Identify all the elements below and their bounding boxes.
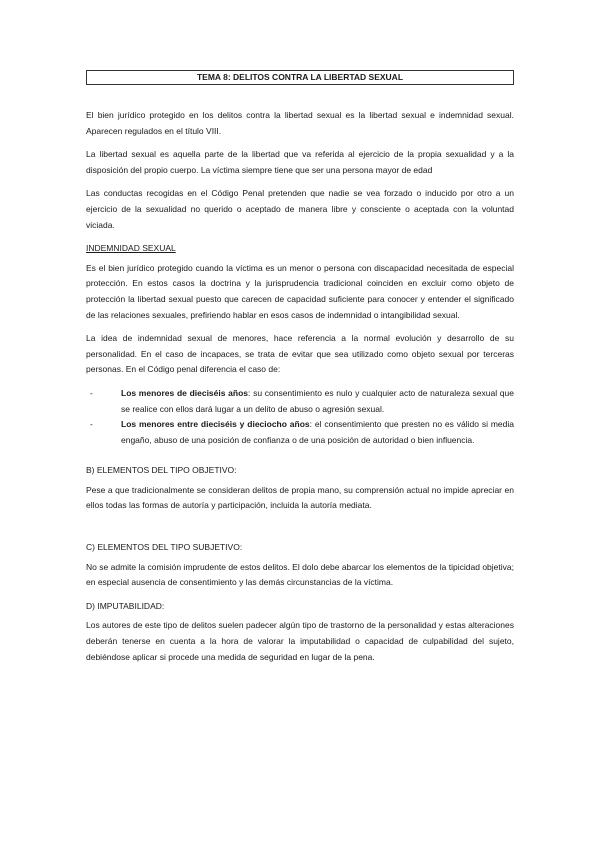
- intro-paragraph-3: Las conductas recogidas en el Código Penal pretenden que nadie se vea forzado o inducido por otro a un ejercicio de la sexualidad no querido o aceptado de manera libre y consciente o aceptada con la voluntad viciada.: [86, 188, 514, 230]
- document-body: [86, 70, 514, 673]
- list-item-bold: Los menores de dieciséis años: [121, 387, 249, 398]
- objetivo-paragraph: Pese a que tradicionalmente se consideran delitos de propia mano, su comprensión actual no impide apreciar en ellos todas las formas de autoría y participación, incluida la autoría mediata.: [86, 484, 514, 511]
- subjetivo-paragraph: No se admite la comisión imprudente de estos delitos. El dolo debe abarcar los elementos de la tipicidad objetiva; en especial ausencia de consentimiento y las demás circunstancias de la víctima.: [86, 561, 514, 588]
- bullet-dash: -: [90, 387, 93, 398]
- list-item-text: : el consentimiento que presten no es válido si media engaño, abuso de una posición de confianza o de una posición de autoridad o bien influencia.: [121, 419, 514, 445]
- list-item-text: : su consentimiento es nulo y cualquier acto de naturaleza sexual que se realice con ellos dará lugar a un delito de abuso o agresión sexual.: [121, 387, 514, 414]
- list-item-bold: Los menores entre dieciséis y dieciocho años: [121, 419, 310, 430]
- imputabilidad-paragraph: Los autores de este tipo de delitos suelen padecer algún tipo de trastorno de la personalidad y estas alteraciones deberán tenerse en cuenta a la hora de valorar la imputabilidad o capacidad de culpabilidad del sujeto, debiéndose aplicar si procede una medida de seguridad en lugar de la pena.: [86, 620, 514, 662]
- imputabilidad-heading: D) IMPUTABILIDAD:: [86, 600, 165, 611]
- subjetivo-heading: C) ELEMENTOS DEL TIPO SUBJETIVO:: [86, 542, 243, 553]
- objetivo-heading: B) ELEMENTOS DEL TIPO OBJETIVO:: [86, 465, 237, 476]
- intro-paragraph-2: La libertad sexual es aquella parte de la libertad que va referida al ejercicio de la propia sexualidad y a la disposición del propio cuerpo. La víctima siempre tiene que ser una persona mayor de edad: [86, 149, 514, 175]
- indemnidad-paragraph-1: Es el bien jurídico protegido cuando la víctima es un menor o persona con discapacidad necesitada de especial protección. En estos casos la doctrina y la jurisprudencia tradicional coinciden en excluir como objeto de protección la libertad sexual puesto que carecen de capacidad suficiente para conocer y entender el significado de las relaciones sexuales, prefiriendo hablar en esos casos de indemnidad o intangibilidad sexual.: [86, 262, 514, 320]
- section-spacer: [86, 522, 514, 540]
- indemnidad-paragraph-2: La idea de indemnidad sexual de menores, hace referencia a la normal evolución y desarrollo de su personalidad. En el caso de incapaces, se trata de evitar que sea utilizado como objeto sexual por terceras personas. En el Código penal diferencia el caso de:: [86, 333, 514, 375]
- intro-paragraph-1: El bien jurídico protegido en los delitos contra la libertad sexual es la libertad sexual e indemnidad sexual. Aparecen regulados en el título VIII.: [86, 110, 514, 136]
- indemnidad-heading: INDEMNIDAD SEXUAL: [86, 243, 176, 254]
- document-title: TEMA 8: DELITOS CONTRA LA LIBERTAD SEXUAL: [86, 70, 514, 85]
- bullet-dash: -: [90, 419, 93, 430]
- list-item: [86, 417, 514, 448]
- indemnidad-list: [86, 386, 514, 448]
- list-item: [86, 386, 514, 417]
